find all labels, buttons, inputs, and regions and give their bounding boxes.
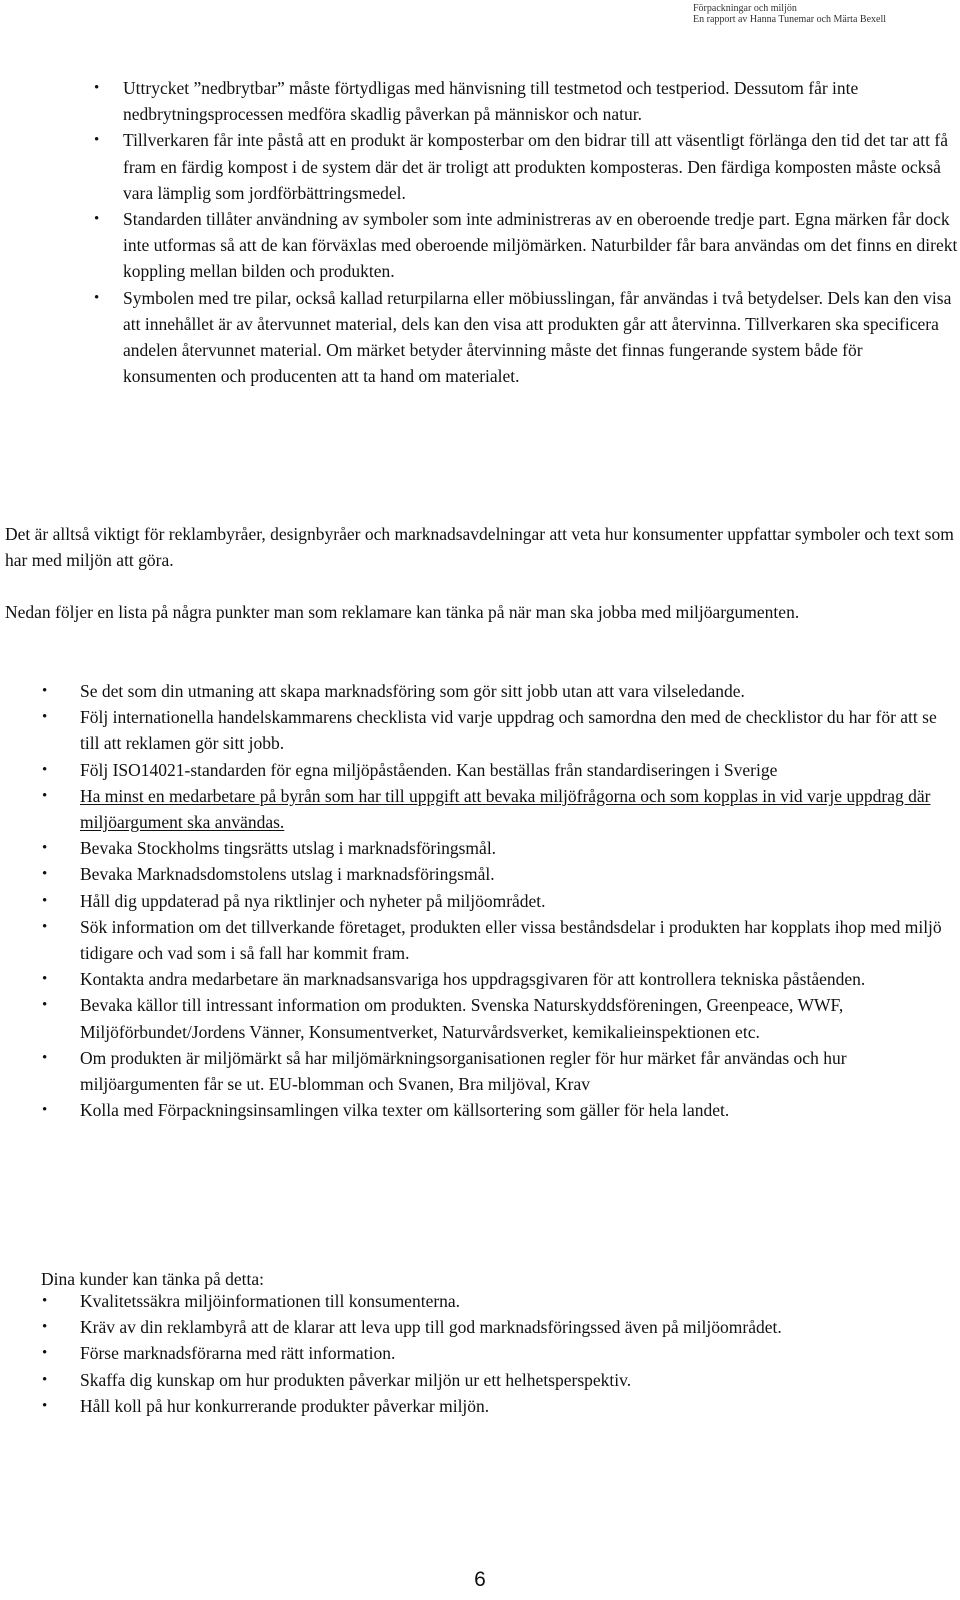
bullet-icon: • xyxy=(94,80,100,96)
paragraph-customers: Dina kunder kan tänka på detta: xyxy=(41,1269,265,1289)
bullet-icon: • xyxy=(42,1049,48,1066)
list-item xyxy=(42,757,958,783)
list-item xyxy=(42,1367,958,1393)
list-item-text: Håll dig uppdaterad på nya riktlinjer och nyheter på miljöområdet. xyxy=(80,890,546,911)
list-item xyxy=(42,1393,958,1419)
list-item-text: Följ ISO14021-standarden för egna miljöpåståenden. Kan beställas från standardiseringen i Sverige xyxy=(80,759,778,780)
list-item-text: Förse marknadsförarna med rätt information. xyxy=(80,1343,396,1364)
list-item xyxy=(42,1045,958,1097)
bullet-icon: • xyxy=(42,866,48,883)
list-item-text: Följ internationella handelskammarens checklista vid varje uppdrag och samordna den med de checklistor du har för att se till att reklamen gör sitt jobb. xyxy=(80,707,937,754)
list-item-text: Kräv av din reklambyrå att de klarar att leva upp till god marknadsföringssed även på miljöområdet. xyxy=(80,1317,782,1338)
bullet-icon: • xyxy=(42,971,48,988)
list-item-text: Se det som din utmaning att skapa marknadsföring som gör sitt jobb utan att vara vilseledande. xyxy=(80,681,745,701)
list-item xyxy=(94,206,958,285)
list-item-text: Bevaka källor till intressant information om produkten. Svenska Naturskyddsföreningen, Greenpeace, WWF, Miljöförbundet/Jordens Vänner, Konsumentverket, Naturvårdsverket, kemikalieinspektionen etc. xyxy=(80,995,844,1042)
list-item-text: Kvalitetssäkra miljöinformationen till konsumenterna. xyxy=(80,1291,461,1311)
list-item xyxy=(42,1314,958,1340)
page-header xyxy=(693,3,955,25)
page-number: 6 xyxy=(474,1568,486,1591)
standards-bullet-list xyxy=(94,75,958,389)
bullet-icon: • xyxy=(42,1345,48,1362)
advertiser-tips-list xyxy=(42,678,958,1123)
list-item xyxy=(94,285,958,390)
list-item xyxy=(42,861,958,887)
list-item xyxy=(42,835,958,861)
list-item-text: Sök information om det tillverkande företaget, produkten eller vissa beståndsdelar i produkten har kopplats ihop med miljö tidigare och vad som i så fall har kommit fram. xyxy=(80,916,942,964)
bullet-icon: • xyxy=(42,892,48,909)
list-item-text: Bevaka Stockholms tingsrätts utslag i marknadsföringsmål. xyxy=(80,838,497,859)
list-item-text: Tillverkaren får inte påstå att en produkt är komposterbar om den bidrar till att väsentligt förlänga den tid det tar att få fram en färdig kompost i de system där det är troligt att produkten komposteras. Den färdiga komposten måste också vara lämplig som jordförbättringsmedel. xyxy=(123,130,948,203)
bullet-icon: • xyxy=(42,918,48,935)
header-authors: En rapport av Hanna Tunemar och Märta Bexell xyxy=(693,14,887,25)
bullet-icon: • xyxy=(42,1319,48,1336)
paragraph-importance: Det är alltså viktigt för reklambyråer, designbyråer och marknadsavdelningar att veta hur konsumenter uppfattar symboler och text som har med miljön att göra. xyxy=(5,524,954,571)
list-item xyxy=(42,888,958,914)
list-item-text-underlined: Ha minst en medarbetare på byrån som har till uppgift att bevaka miljöfrågorna och som kopplas in vid varje uppdrag där miljöargument ska användas. xyxy=(80,785,931,833)
list-item xyxy=(42,704,958,756)
list-item-text: Uttrycket ”nedbrytbar” måste förtydligas med hänvisning till testmetod och testperiod. Dessutom får inte nedbrytningsprocessen medföra skadlig påverkan på människor och natur. xyxy=(123,78,859,125)
bullet-icon: • xyxy=(42,761,48,778)
list-item xyxy=(42,992,958,1044)
list-item xyxy=(42,678,958,704)
list-item-text: Kolla med Förpackningsinsamlingen vilka texter om källsortering som gäller för hela landet. xyxy=(80,1100,730,1121)
customer-tips-list xyxy=(42,1288,958,1419)
list-item xyxy=(42,783,958,835)
list-item xyxy=(94,127,958,206)
list-item-text: Om produkten är miljömärkt så har miljömärkningsorganisationen regler för hur märket får användas och hur miljöargumenten får se ut. EU-blomman och Svanen, Bra miljöval, Krav xyxy=(80,1047,847,1095)
list-item-text: Håll koll på hur konkurrerande produkter påverkar miljön. xyxy=(80,1395,490,1416)
bullet-icon: • xyxy=(42,997,48,1014)
list-item xyxy=(42,1097,958,1123)
bullet-icon: • xyxy=(94,132,100,149)
bullet-icon: • xyxy=(42,1397,48,1414)
bullet-icon: • xyxy=(42,1371,48,1388)
bullet-icon: • xyxy=(42,787,48,804)
list-item-text: Standarden tillåter användning av symboler som inte administreras av en oberoende tredje part. Egna märken får dock inte utformas så att de kan förväxlas med oberoende miljömärken. Naturbilder får bara användas om det finns en direkt koppling mellan bilden och produkten. xyxy=(123,209,958,282)
list-item-text: Skaffa dig kunskap om hur produkten påverkar miljön ur ett helhetsperspektiv. xyxy=(80,1369,632,1390)
list-item xyxy=(42,966,958,992)
bullet-icon: • xyxy=(42,709,48,726)
list-item xyxy=(42,1340,958,1366)
paragraph-intro-list: Nedan följer en lista på några punkter man som reklamare kan tänka på när man ska jobba med miljöargumenten. xyxy=(5,602,800,622)
bullet-icon: • xyxy=(42,840,48,857)
list-item xyxy=(94,75,958,127)
bullet-icon: • xyxy=(42,683,48,699)
list-item-text: Bevaka Marknadsdomstolens utslag i marknadsföringsmål. xyxy=(80,864,495,885)
header-title: Förpackningar och miljön xyxy=(693,3,797,14)
list-item xyxy=(42,1288,958,1314)
list-item-text: Symbolen med tre pilar, också kallad returpilarna eller möbiusslingan, får användas i två betydelser. Dels kan den visa att innehållet är av återvunnet material, dels kan den visa att produkten går att återvinna. Tillverkaren ska specificera andelen återvunnet material. Om märket betyder återvinning måste det finnas fungerande system både för konsumenten och producenten att ta hand om materialet. xyxy=(123,287,952,387)
bullet-icon: • xyxy=(42,1102,48,1119)
bullet-icon: • xyxy=(94,211,100,228)
list-item-text: Kontakta andra medarbetare än marknadsansvariga hos uppdragsgivaren för att kontrollera tekniska påståenden. xyxy=(80,969,866,990)
bullet-icon: • xyxy=(94,289,100,306)
list-item xyxy=(42,914,958,966)
bullet-icon: • xyxy=(42,1293,48,1309)
